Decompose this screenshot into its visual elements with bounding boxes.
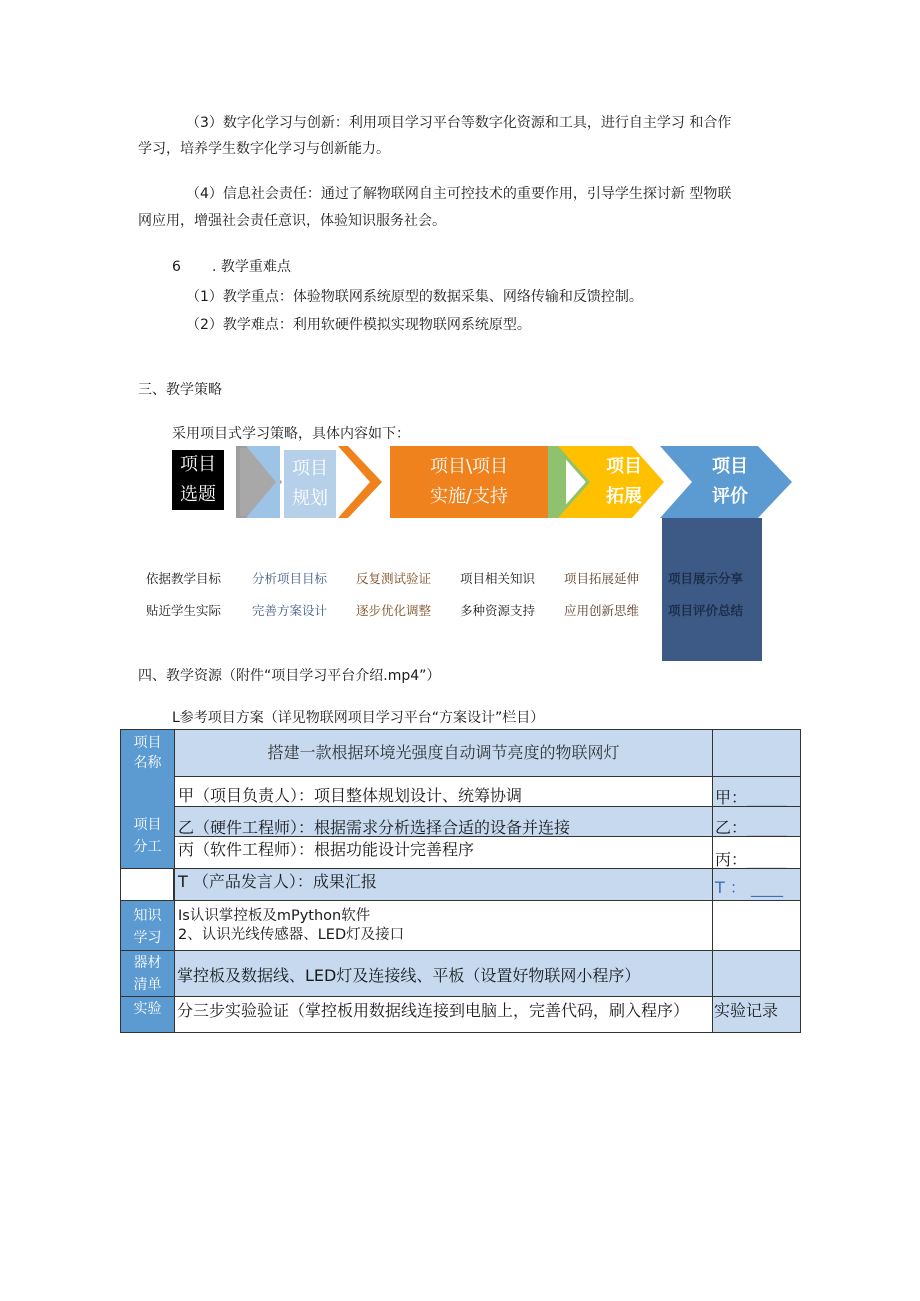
role-spokesperson-desc: T （产品发言人）：成果汇报 — [174, 868, 712, 900]
section-6-key-point: （1）教学重点：体验物联网系统原型的数据采集、网络传输和反馈控制。 — [186, 289, 643, 305]
stage-project-implementation-line1: 项目\项目 — [429, 456, 509, 477]
knowledge-header-line2: 学习 — [133, 930, 162, 946]
label-related-knowledge: 项目相关知识 — [460, 571, 536, 586]
stage-project-evaluation — [698, 450, 762, 514]
division-header-line1: 项目 — [133, 817, 162, 833]
chevron-orange-shape — [338, 446, 384, 518]
stage-project-selection — [172, 450, 224, 510]
stage-project-selection-line2: 选题 — [180, 484, 216, 505]
stage-project-implementation-line2: 实施/支持 — [429, 486, 509, 507]
equipment-header-line1: 器材 — [133, 955, 162, 971]
label-resource-support: 多种资源支持 — [460, 603, 536, 618]
experiment-record: 实验记录 — [712, 996, 800, 1032]
project-name-header — [121, 730, 174, 776]
division-header-line2: 分工 — [133, 839, 162, 855]
project-name-header-line1: 项目 — [133, 735, 162, 751]
label-extension: 项目拓展延伸 — [564, 571, 640, 586]
paragraph-social-responsibility-line2: 网应用，增强社会责任意识，体验知识服务社会。 — [138, 213, 446, 229]
knowledge-header — [121, 900, 174, 950]
label-showcase: 项目展示分享 — [668, 571, 744, 586]
role-hardware-desc: 乙（硬件工程师）：根据需求分析选择合适的设备并连接 — [174, 806, 712, 836]
label-test-verify: 反复测试验证 — [356, 571, 432, 586]
equipment-header-line2: 清单 — [133, 977, 162, 993]
knowledge-item-2: 2、认识光线传感器、LED灯及接口 — [178, 927, 405, 943]
label-student-reality: 贴近学生实际 — [146, 603, 222, 618]
paragraph-digital-learning-line1: （3）数字化学习与创新：利用项目学习平台等数字化资源和工具，进行自主学习 和合作 — [186, 115, 732, 131]
role-lead-desc: 甲（项目负责人）：项目整体规划设计、统筹协调 — [174, 776, 712, 806]
knowledge-extra-cell — [712, 900, 800, 950]
stage-project-evaluation-line2: 评价 — [712, 486, 748, 507]
header-column-blank-cell — [121, 868, 174, 900]
project-name-value: 搭建一款根据环境光强度自动调节亮度的物联网灯 — [174, 730, 712, 776]
label-optimize: 逐步优化调整 — [356, 603, 432, 618]
role-software-sign: 丙：_____ — [712, 836, 800, 868]
paragraph-social-responsibility-line1: （4）信息社会责任：通过了解物联网自主可控技术的重要作用，引导学生探讨新 型物联 — [186, 186, 732, 202]
division-header — [121, 808, 174, 864]
project-plan-table — [120, 729, 801, 1033]
stage-project-extension — [596, 450, 652, 514]
label-innovation: 应用创新思维 — [564, 603, 640, 618]
label-analyze-goal: 分析项目目标 — [252, 571, 328, 586]
label-evaluation-summary: 项目评价总结 — [668, 603, 744, 618]
role-spokesperson-sign: T ： ____ — [712, 868, 800, 900]
knowledge-header-line1: 知识 — [133, 908, 162, 924]
stage-project-evaluation-line1: 项目 — [712, 456, 748, 477]
stage-project-selection-line1: 项目 — [180, 454, 216, 475]
experiment-content: 分三步实验验证（掌控板用数据线连接到电脑上，完善代码，刷入程序） — [174, 996, 712, 1032]
section-4-subtitle: L参考项目方案（详见物联网项目学习平台“方案设计”栏目） — [172, 710, 545, 726]
label-teaching-goal: 依据教学目标 — [146, 571, 222, 586]
stage-project-extension-line1: 项目 — [606, 456, 642, 477]
label-refine-design: 完善方案设计 — [252, 603, 328, 618]
stage-project-planning-line1: 项目 — [292, 458, 328, 479]
project-name-extra-cell — [712, 730, 800, 776]
stage-project-planning — [284, 450, 336, 518]
equipment-extra-cell — [712, 950, 800, 996]
experiment-header: 实验 — [121, 996, 174, 1032]
chevron-lightblue-shape — [246, 446, 286, 518]
section-6-difficulty: （2）教学难点：利用软硬件模拟实现物联网系统原型。 — [186, 317, 531, 333]
section-3-title: 三、教学策略 — [138, 382, 222, 398]
section-6-number: 6 — [172, 259, 181, 275]
evaluation-detail-panel — [662, 518, 762, 661]
equipment-content: 掌控板及数据线、LED灯及连接线、平板（设置好物联网小程序） — [174, 950, 712, 996]
role-software-desc: 丙（软件工程师）：根据功能设计完善程序 — [174, 836, 712, 868]
role-lead-sign: 甲：_____ — [712, 776, 800, 806]
role-hardware-sign: 乙：_____ — [712, 806, 800, 836]
equipment-header — [121, 950, 174, 996]
section-3-intro: 采用项目式学习策略，具体内容如下： — [172, 426, 410, 442]
stage-project-implementation — [390, 446, 548, 518]
section-4-title: 四、教学资源（附件“项目学习平台介绍.mp4”） — [138, 668, 441, 684]
section-6-title: . 教学重难点 — [212, 259, 291, 275]
knowledge-item-1: Is认识掌控板及mPython软件 — [178, 908, 371, 924]
stage-project-planning-line2: 规划 — [292, 488, 328, 509]
knowledge-content — [174, 900, 712, 950]
project-name-header-line2: 名称 — [133, 755, 162, 771]
stage-project-extension-line2: 拓展 — [606, 486, 642, 507]
paragraph-digital-learning-line2: 学习，培养学生数字化学习与创新能力。 — [138, 141, 390, 157]
